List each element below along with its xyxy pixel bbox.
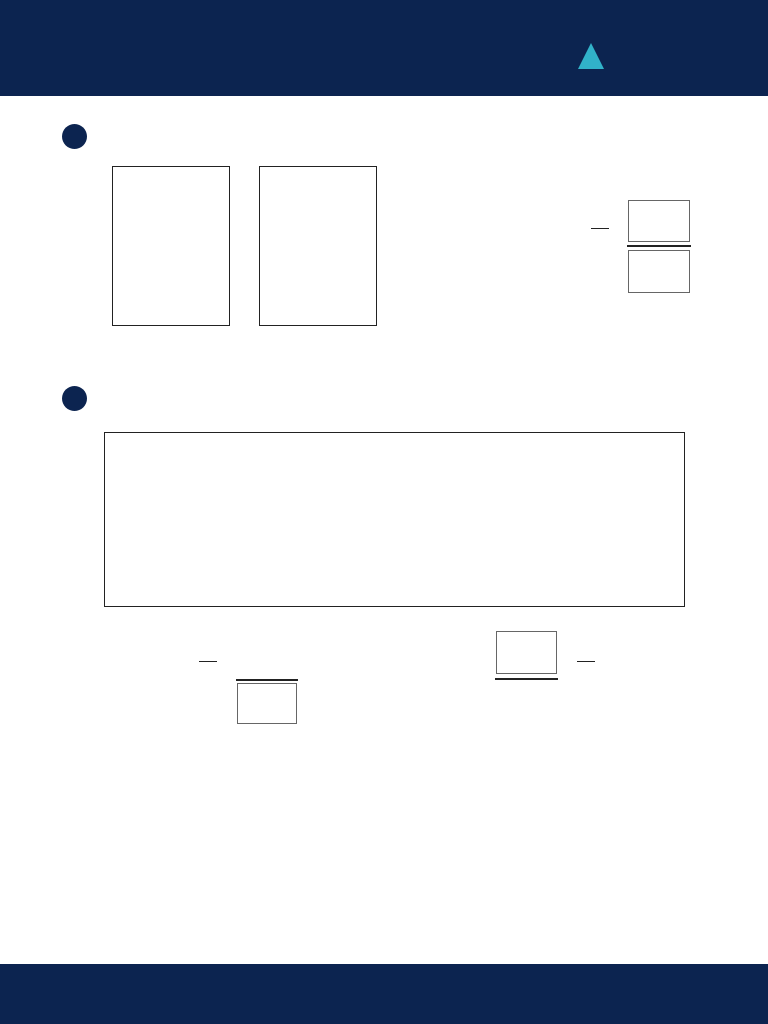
fraction-bar [236,679,298,681]
logo-bottom-text [577,39,605,75]
answer-box-numerator[interactable] [496,631,557,674]
question-2-heading [62,386,98,411]
licence-text [200,991,568,1001]
fraction-diagram-quarters [112,166,230,326]
fraction-bar [627,245,691,247]
question-number-badge [62,386,87,411]
question-number-badge [62,124,87,149]
fraction-bar [591,228,609,229]
white-rose-maths-logo [578,20,728,76]
fraction-bar [495,678,558,680]
answer-box-denominator[interactable] [237,683,297,724]
fraction-two-eighths [577,657,595,666]
answer-box-numerator[interactable] [628,200,690,242]
fraction-one-half [199,657,217,666]
page-footer [0,964,768,1024]
fraction-three-quarters [591,224,609,233]
answer-box-denominator[interactable] [628,250,690,293]
fraction-bar [199,661,217,662]
question-1-heading [62,124,98,149]
fraction-diagram-sixteenths [259,166,377,326]
fraction-bar [577,661,595,662]
page-header [0,0,768,96]
triangle-icon [578,43,604,69]
fraction-wall [104,432,685,607]
